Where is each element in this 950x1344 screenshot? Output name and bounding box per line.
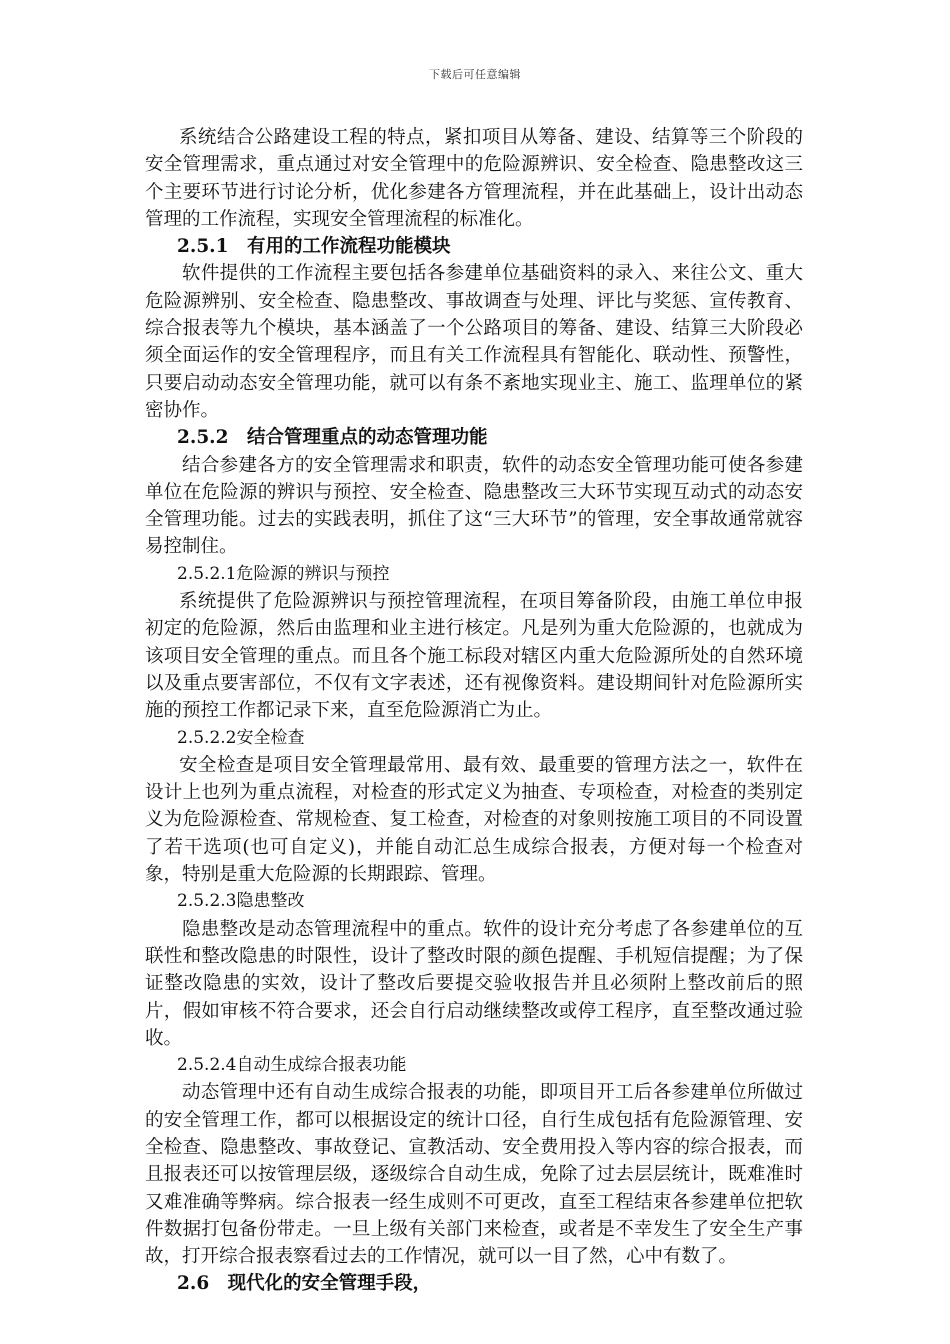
document-body [145, 124, 803, 1298]
paragraph-dynamic-management: 结合参建各方的安全管理需求和职责，软件的动态安全管理功能可使各参建单位在危险源的辨识与预控、安全检查、隐患整改三大环节实现互动式的动态安全管理功能。过去的实践表明，抓住了这“三大环节”的管理，安全事故通常就容易控制住。 [145, 454, 803, 558]
paragraph-auto-reports: 动态管理中还有自动生成综合报表的功能，即项目开工后各参建单位所做过的安全管理工作，都可以根据设定的统计口径，自行生成包括有危险源管理、安全检查、隐患整改、事故登记、宣教活动、安全费用投入等内容的综合报表，而且报表还可以按管理层级，逐级综合自动生成，免除了过去层层统计，既难准时又难准确等弊病。综合报表一经生成则不可更改，直至工程结束各参建单位把软件数据打包备份带走。一旦上级有关部门来检查，或者是不幸发生了安全生产事故，打开综合报表察看过去的工作情况，就可以一目了然，心中有数了。 [145, 1082, 803, 1268]
paragraph-workflow-modules: 软件提供的工作流程主要包括各参建单位基础资料的录入、来往公文、重大危险源辨别、安全检查、隐患整改、事故调查与处理、评比与奖惩、宣传教育、综合报表等九个模块，基本涵盖了一个公路项目的筹备、建设、结算三大阶段必须全面运作的安全管理程序，而且有关工作流程具有智能化、联动性、预警性，只要启动动态安全管理功能，就可以有条不紊地实现业主、施工、监理单位的紧密协作。 [145, 263, 803, 421]
subsection-heading-2-5-2-2: 2.5.2.2安全检查 [177, 727, 305, 748]
section-heading-2-5-1: 2.5.1 有用的工作流程功能模块 [177, 236, 451, 258]
section-heading-2-6: 2.6 现代化的安全管理手段， [177, 1273, 432, 1295]
subsection-heading-2-5-2-1: 2.5.2.1危险源的辨识与预控 [177, 563, 390, 584]
paragraph-hazard-rectification: 隐患整改是动态管理流程中的重点。软件的设计充分考虑了各参建单位的互联性和整改隐患的时限性，设计了整改时限的颜色提醒、手机短信提醒；为了保证整改隐患的实效，设计了整改后要提交验收报告并且必须附上整改前后的照片，假如审核不符合要求，还会自行启动继续整改或停工程序，直至整改通过验收。 [145, 918, 803, 1049]
paragraph-intro: 系统结合公路建设工程的特点，紧扣项目从筹备、建设、结算等三个阶段的安全管理需求，重点通过对安全管理中的危险源辨识、安全检查、隐患整改这三个主要环节进行讨论分析，优化参建各方管理流程，并在此基础上，设计出动态管理的工作流程，实现安全管理流程的标准化。 [145, 127, 803, 230]
subsection-heading-2-5-2-3: 2.5.2.3隐患整改 [177, 891, 305, 912]
subsection-heading-2-5-2-4: 2.5.2.4自动生成综合报表功能 [177, 1055, 407, 1076]
paragraph-safety-inspection: 安全检查是项目安全管理最常用、最有效、最重要的管理方法之一，软件在设计上也列为重点流程，对检查的形式定义为抽查、专项检查，对检查的类别定义为危险源检查、常规检查、复工检查，对检查的对象则按施工项目的不同设置了若干选项(也可自定义)，并能自动汇总生成综合报表，方便对每一个检查对象，特别是重大危险源的长期跟踪、管理。 [145, 754, 803, 886]
section-heading-2-5-2: 2.5.2 结合管理重点的动态管理功能 [177, 427, 488, 449]
page-header: 下载后可任意编辑 [429, 68, 521, 81]
paragraph-hazard-identification: 系统提供了危险源辨识与预控管理流程，在项目筹备阶段，由施工单位申报初定的危险源，然后由监理和业主进行核定。凡是列为重大危险源的，也就成为该项目安全管理的重点。而且各个施工标段对辖区内重大危险源所处的自然环境以及重点要害部位，不仅有文字表述，还有视像资料。建设期间针对危险源所实施的预控工作都记录下来，直至危险源消亡为止。 [145, 591, 803, 722]
